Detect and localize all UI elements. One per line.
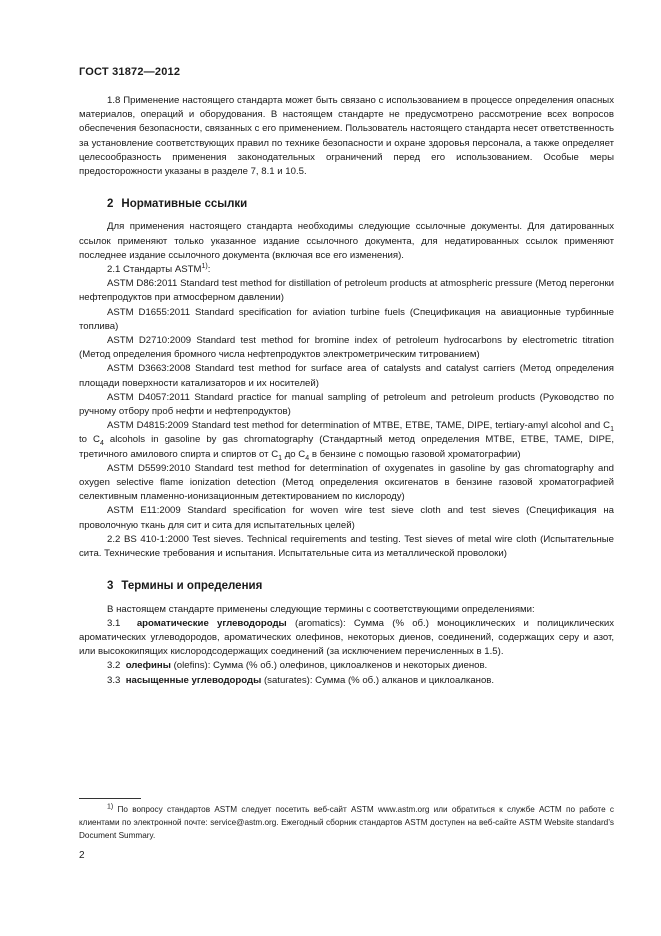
d4815-part-e: в бензине с помощью газовой хроматографии) <box>309 448 521 460</box>
footnote-mark: 1) <box>107 803 114 811</box>
term-number: 3.2 <box>107 660 121 672</box>
term-number: 3.1 <box>107 617 121 629</box>
section-3-heading <box>107 579 614 593</box>
ref-astm-d5599: ASTM D5599:2010 Standard test method for determination of oxygenates in gasoline by gas chromatography and oxygen selective flame ionization detection (Метод определения оксигенатов в бензине газовой хроматографией селективным пламенно-ионизационным детектированием по кислороду) <box>79 462 614 503</box>
ref-astm-d2710: ASTM D2710:2009 Standard test method for bromine index of petroleum hydrocarbons by electrometric titration (Метод определения бромного числа нефтепродуктов электрометрическим титрованием) <box>79 335 614 361</box>
section-2-intro: Для применения настоящего стандарта необходимы следующие ссылочные документы. Для датированных ссылок применяют только указанное издание ссылочного документа, для недатированных ссылок применяют последнее издание ссылочного документа (включая все его изменения). <box>79 221 614 261</box>
document-header: ГОСТ 31872—2012 <box>79 66 181 78</box>
d4815-sub-3: 1 <box>278 454 283 462</box>
astm-standards-heading <box>79 263 614 277</box>
footnote-ref: 1) <box>201 262 208 270</box>
ref-bs-410: 2.2 BS 410-1:2000 Test sieves. Technical requirements and testing. Test sieves of metal wire cloth (Испытательные сита. Технические требования и испытания. Испытательные сита из металлической проволоки) <box>79 533 614 560</box>
d4815-part-b: to C <box>79 434 100 446</box>
page-number: 2 <box>79 850 85 861</box>
clause-1-8: 1.8 Применение настоящего стандарта может быть связано с использованием в процессе определения опасных материалов, операций и оборудования. В настоящем стандарте не предусмотрено рассмотрение всех вопросов обеспечения безопасности, связанных с его применением. Пользователь настоящего стандарта несет ответственность за установление соответствующих правил по технике безопасности и охране здоровья персонала, а также определяет целесообразность применения законодательных ограничений перед его использованием. Особые меры предосторожности указаны в разделе 7, 8.1 и 10.5. <box>79 95 614 178</box>
term-number: 3.3 <box>107 674 121 686</box>
term-3-1 <box>79 617 614 660</box>
ref-astm-d86: ASTM D86:2011 Standard test method for distillation of petroleum products at atmospheric pressure (Метод перегонки нефтепродуктов при атмосферном давлении) <box>79 278 614 304</box>
term-name: ароматические углеводороды <box>136 617 287 629</box>
term-definition: (olefins): Сумма (% об.) олефинов, циклоалкенов и некоторых диенов. <box>170 660 488 672</box>
ref-astm-e11: ASTM E11:2009 Standard specification for woven wire test sieve cloth and test sieves (Спецификация на проволочную ткань для сит и сита для испытательных целей) <box>79 505 614 531</box>
section-2-heading <box>107 197 614 211</box>
d4815-part-a: ASTM D4815:2009 Standard test method for determination of MTBE, ETBE, TAME, DIPE, tertiary-amyl alcohol and C <box>107 420 611 432</box>
section-2-number: 2 <box>107 198 114 211</box>
ref-astm-d4815 <box>79 419 614 462</box>
section-2-title: Нормативные ссылки <box>121 198 248 211</box>
page-content <box>79 94 614 688</box>
astm-heading-colon: : <box>207 264 211 276</box>
term-name: олефины <box>125 660 171 672</box>
section-3-intro: В настоящем стандарте применены следующие термины с соответствующими определениями: <box>107 603 535 615</box>
term-definition: (aromatics): Сумма (% об.) моноциклических и полициклических ароматических углеводородов, ароматических олефинов, некоторых диенов, соединений, содержащих серу и азот, или высококипящих кислородсодержащих соединений (за исключением перечисленных в 1.5). <box>79 617 614 658</box>
ref-astm-d1655: ASTM D1655:2011 Standard specification for aviation turbine fuels (Спецификация на авиационные турбинные топлива) <box>79 306 614 332</box>
term-definition: (saturates): Сумма (% об.) алканов и циклоалканов. <box>261 674 495 686</box>
section-3-number: 3 <box>107 580 114 593</box>
d4815-part-d: до C <box>282 448 306 460</box>
section-3-title: Термины и определения <box>121 580 263 593</box>
d4815-sub-1: 1 <box>610 426 614 434</box>
d4815-part-c: alcohols in gasoline by gas chromatography (Стандартный метод определения MTBE, ETBE, TAME, DIPE, третичного амилового спирта и спиртов от C <box>79 434 614 460</box>
astm-heading-text: 2.1 Стандарты ASTM <box>107 264 202 276</box>
ref-astm-d3663: ASTM D3663:2008 Standard test method for surface area of catalysts and catalyst carriers (Метод определения площади поверхности катализаторов и их носителей) <box>79 363 614 389</box>
ref-astm-d4057: ASTM D4057:2011 Standard practice for manual sampling of petroleum and petroleum products (Руководство по ручному отбору проб нефти и нефтепродуктов) <box>79 391 614 418</box>
term-name: насыщенные углеводороды <box>125 674 262 686</box>
d4815-sub-4: 4 <box>305 454 310 462</box>
footnote-text: По вопросу стандартов ASTM следует посетить веб-сайт ASTM www.astm.org или обратиться к службе АСТМ по работе с клиентами по электронной почте: service@astm.org. Ежегодный сборник стандартов ASTM доступен на веб-сайте ASTM Website standard’s Document Summary. <box>79 805 614 840</box>
term-3-2 <box>79 659 614 673</box>
footnote-separator <box>79 798 141 799</box>
term-3-3 <box>79 674 614 688</box>
footnote <box>79 803 614 842</box>
d4815-sub-2: 4 <box>99 440 104 448</box>
